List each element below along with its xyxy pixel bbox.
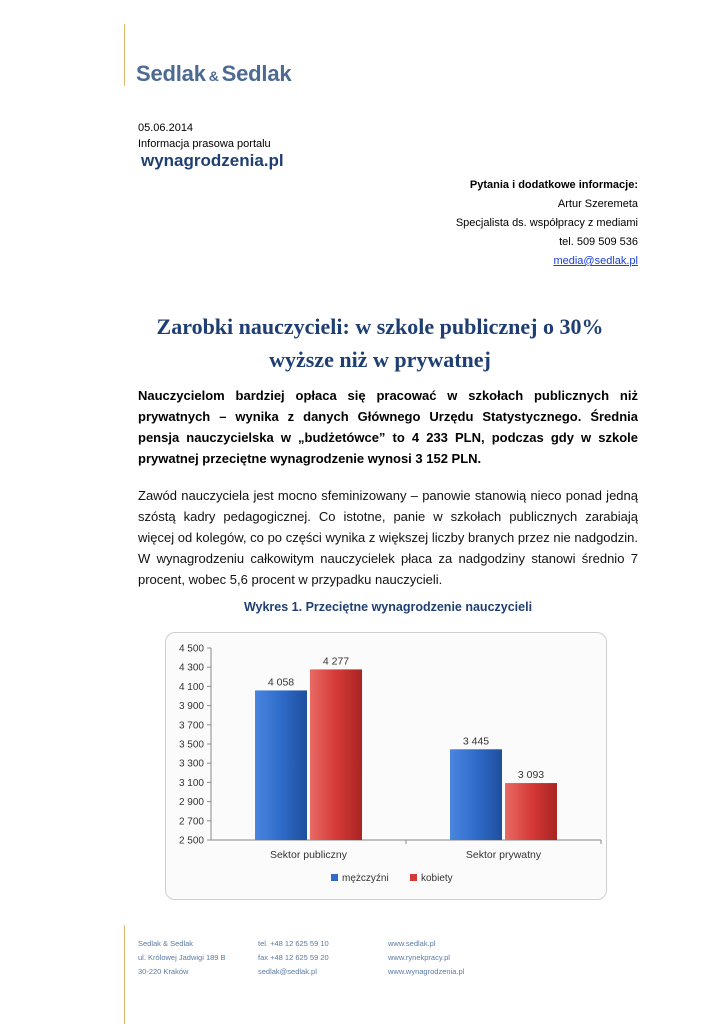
article-title-line2: wyższe niż w prywatnej bbox=[269, 347, 491, 372]
legend-label: mężczyźni bbox=[342, 873, 389, 884]
y-tick-label: 3 700 bbox=[178, 720, 204, 732]
bar bbox=[505, 783, 557, 840]
contact-name: Artur Szeremeta bbox=[557, 198, 638, 210]
contact-email-link[interactable]: media@sedlak.pl bbox=[553, 255, 638, 267]
footer-email: sedlak@sedlak.pl bbox=[258, 967, 317, 976]
y-tick-label: 3 500 bbox=[178, 739, 204, 751]
article-title bbox=[90, 310, 670, 376]
logo-ampersand: & bbox=[208, 68, 219, 84]
bar bbox=[255, 690, 307, 840]
release-label: Informacja prasowa portalu bbox=[138, 138, 271, 150]
bar-data-label: 3 445 bbox=[462, 735, 490, 748]
chart-caption: Wykres 1. Przeciętne wynagrodzenie nauczycieli bbox=[243, 600, 533, 614]
y-tick-label: 4 100 bbox=[178, 681, 204, 693]
y-tick-label: 2 700 bbox=[178, 816, 204, 828]
y-tick-label: 3 900 bbox=[178, 701, 204, 713]
y-tick-label: 2 900 bbox=[178, 797, 204, 809]
footer-web-rynekpracy: www.rynekpracy.pl bbox=[388, 953, 450, 962]
bar-data-label: 4 277 bbox=[322, 655, 350, 668]
footer-tel: tel. +48 12 625 59 10 bbox=[258, 939, 329, 948]
article-lead: Nauczycielom bardziej opłaca się pracować w szkołach publicznych niż prywatnych – wynika z danych Głównego Urzędu Statystycznego. Średnia pensja nauczycielska w „budżetówce” to 4 233 PLN, podczas gdy w szkole prywatnej przeciętne wynagrodzenie wynosi 3 152 PLN. bbox=[138, 388, 638, 466]
header-accent-line bbox=[124, 24, 125, 86]
legend-label: kobiety bbox=[421, 873, 453, 884]
release-date: 05.06.2014 bbox=[138, 122, 194, 134]
footer-fax: fax +48 12 625 59 20 bbox=[258, 953, 329, 962]
y-tick-label: 4 500 bbox=[178, 643, 204, 655]
legend-swatch bbox=[410, 874, 417, 881]
footer-accent-line bbox=[124, 925, 125, 1024]
footer-street: ul. Królowej Jadwigi 189 B bbox=[138, 953, 226, 962]
bar-chart bbox=[166, 633, 606, 899]
article-body: Zawód nauczyciela jest mocno sfeminizowany – panowie stanowią nieco ponad jedną szóstą kadry pedagogicznej. Co istotne, panie w szkołach publicznych zarabiają więcej od kolegów, co po części wynika z większej liczby branych przez nie nadgodzin. W wynagrodzeniu całkowitym nauczycielek płaca za nadgodziny stanowi średnio 7 procent, wobec 5,6 procent w przypadku nauczycieli. bbox=[138, 488, 638, 587]
company-logo bbox=[136, 61, 291, 87]
footer-col-address bbox=[138, 937, 226, 979]
contact-role: Specjalista ds. współpracy z mediami bbox=[455, 217, 638, 229]
x-tick-label: Sektor prywatny bbox=[465, 849, 542, 861]
logo-left: Sedlak bbox=[136, 61, 206, 86]
article-title-line1: Zarobki nauczycieli: w szkole publicznej o 30% bbox=[156, 314, 604, 339]
footer-col-web bbox=[388, 937, 464, 979]
y-tick-label: 3 300 bbox=[178, 758, 204, 770]
footer-city: 30-220 Kraków bbox=[138, 967, 189, 976]
footer-col-phone bbox=[258, 937, 329, 979]
y-tick-label: 4 300 bbox=[178, 662, 204, 674]
bar bbox=[450, 749, 502, 840]
logo-right: Sedlak bbox=[221, 61, 292, 86]
y-tick-label: 2 500 bbox=[178, 835, 204, 847]
contact-phone: tel. 509 509 536 bbox=[559, 236, 638, 248]
contact-block bbox=[456, 176, 638, 271]
x-tick-label: Sektor publiczny bbox=[269, 849, 348, 861]
bar-data-label: 3 093 bbox=[517, 769, 545, 782]
chart-frame bbox=[165, 632, 607, 900]
bar-data-label: 4 058 bbox=[267, 676, 295, 689]
legend-swatch bbox=[331, 874, 338, 881]
footer-web-sedlak: www.sedlak.pl bbox=[388, 939, 436, 948]
footer-company: Sedlak & Sedlak bbox=[138, 939, 194, 948]
release-meta bbox=[138, 120, 271, 152]
footer-web-wynagrodzenia: www.wynagrodzenia.pl bbox=[388, 967, 465, 976]
bar bbox=[310, 669, 362, 840]
contact-heading: Pytania i dodatkowe informacje: bbox=[469, 179, 638, 191]
portal-logo: wynagrodzenia.pl bbox=[141, 151, 284, 170]
y-tick-label: 3 100 bbox=[178, 777, 204, 789]
